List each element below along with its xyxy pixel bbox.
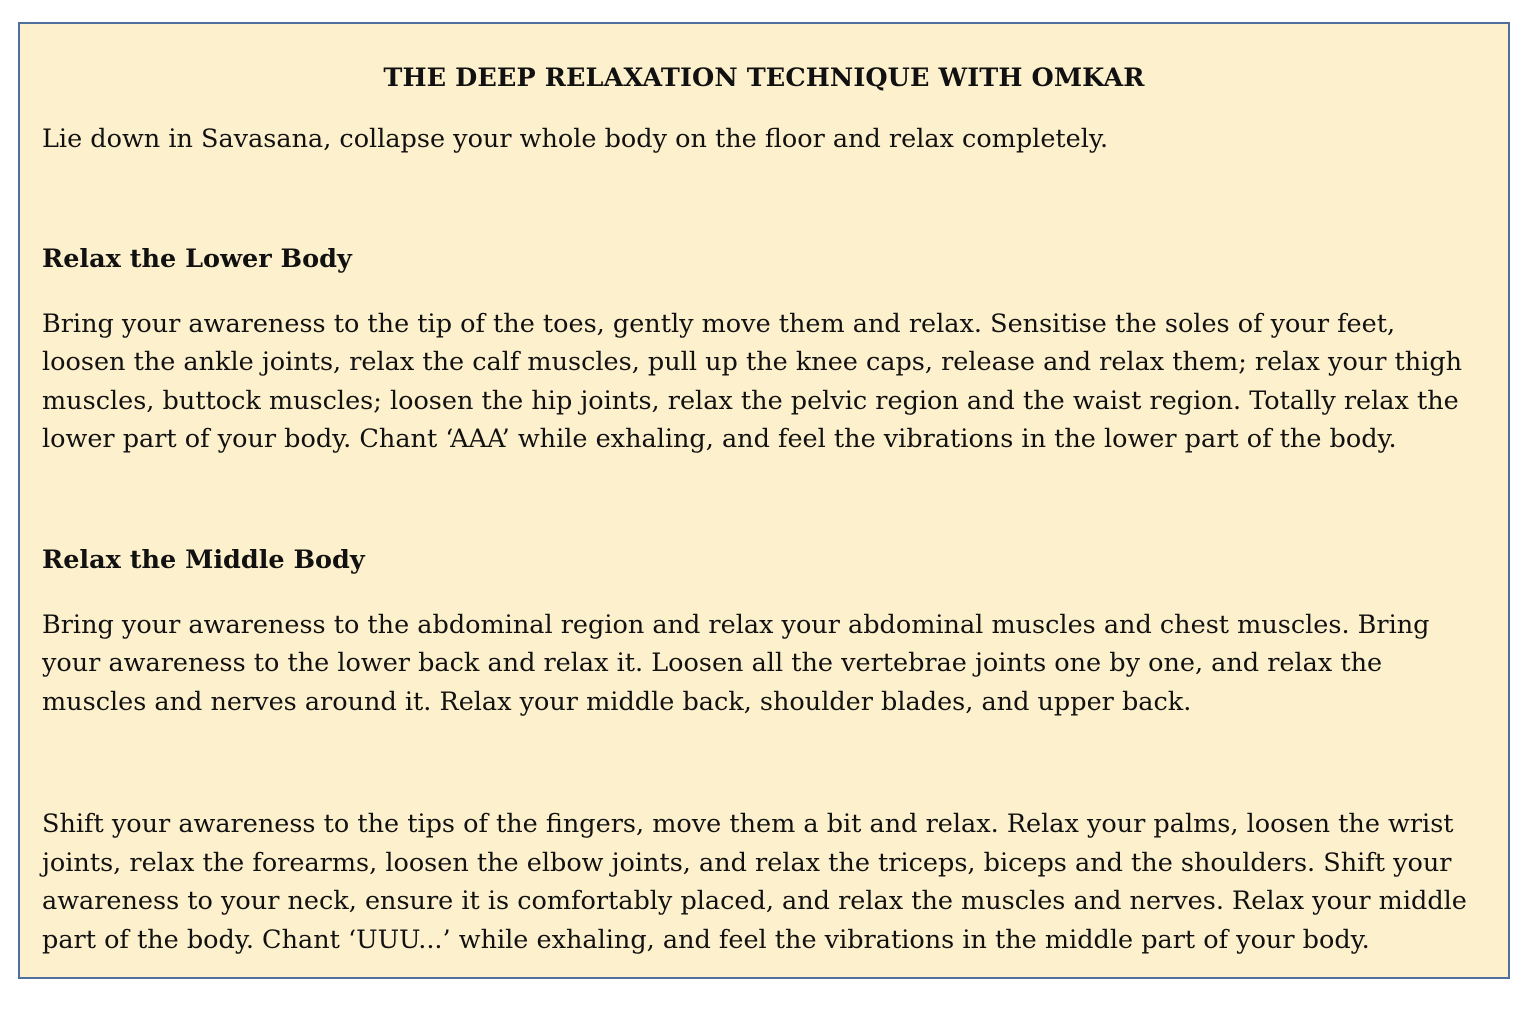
section-heading-middle-body: Relax the Middle Body	[42, 544, 365, 575]
document-box	[18, 22, 1510, 979]
intro-paragraph: Lie down in Savasana, collapse your whole body on the floor and relax completely.	[42, 124, 1109, 154]
section-heading-lower-body: Relax the Lower Body	[42, 243, 352, 274]
paragraph-lower-body: Bring your awareness to the tip of the toes, gently move them and relax. Sensitise the soles of your feet, loosen the ankle joints, relax the calf muscles, pull up the knee caps, release and relax them; relax your thigh muscles, buttock muscles; loosen the hip joints, relax the pelvic region and the waist region. Totally relax the lower part of your body. Chant ‘AAA’ while exhaling, and feel the vibrations in the lower part of the body.	[42, 308, 1463, 454]
paragraph-upper-limbs: Shift your awareness to the tips of the fingers, move them a bit and relax. Relax your palms, loosen the wrist joints, relax the forearms, loosen the elbow joints, and relax the triceps, biceps and the shoulders. Shift your awareness to your neck, ensure it is comfortably placed, and relax the muscles and nerves. Relax your middle part of the body. Chant ‘UUU...’ while exhaling, and feel the vibrations in the middle part of your body.	[42, 809, 1467, 955]
document-title: THE DEEP RELAXATION TECHNIQUE WITH OMKAR	[383, 63, 1145, 93]
paragraph-middle-body: Bring your awareness to the abdominal region and relax your abdominal muscles and chest muscles. Bring your awareness to the lower back and relax it. Loosen all the vertebrae joints one by one, and relax the muscles and nerves around it. Relax your middle back, shoulder blades, and upper back.	[42, 609, 1430, 717]
